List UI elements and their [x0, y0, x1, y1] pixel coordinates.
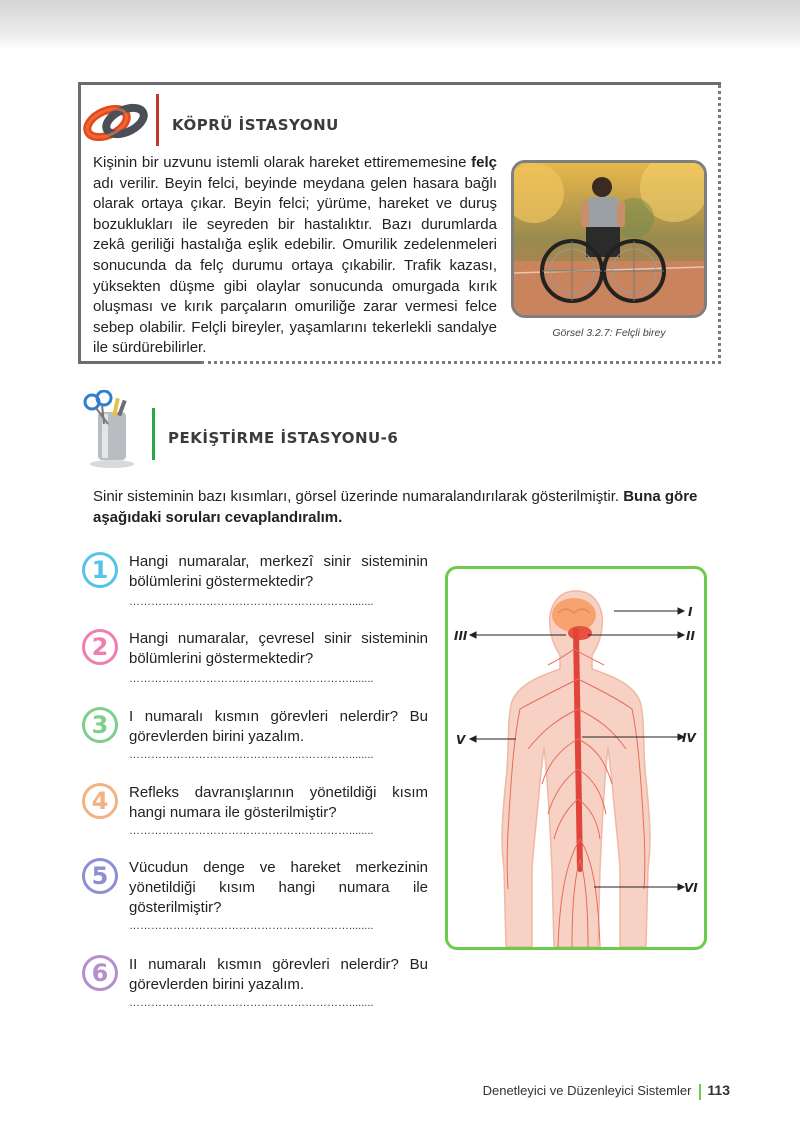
question-text: II numaralı kısmın görevleri nelerdir? Bu görevlerden birini yazalım.: [129, 956, 428, 993]
felc-term: felç: [471, 154, 497, 171]
answer-line[interactable]: ……………………………………………………........: [129, 997, 374, 1009]
title-accent-bar-green: [152, 408, 155, 460]
page-number: 113: [707, 1082, 730, 1098]
question-number-badge: 3: [82, 707, 118, 743]
question-number-badge: 2: [82, 629, 118, 665]
answer-line[interactable]: ……………………………………………………........: [129, 749, 374, 761]
title-accent-bar: [156, 94, 159, 146]
question-text: Hangi numaralar, çevresel sinir sisteminin bölümlerini göstermektedir?: [129, 630, 428, 667]
nervous-system-diagram: [445, 566, 707, 950]
label-IV: IV: [682, 731, 696, 745]
wheelchair-photo: [511, 160, 707, 318]
pekistirme-intro: Sinir sisteminin bazı kısımları, görsel üzerinde numaralandırılarak gösterilmiştir. Buna göre aşağıdaki soruları cevaplandıralım.: [93, 488, 698, 526]
answer-line[interactable]: ……………………………………………………........: [129, 673, 374, 685]
answer-line[interactable]: ……………………………………………………........: [129, 596, 374, 608]
kopru-paragraph: Kişinin bir uzvunu istemli olarak hareket ettirememesine felç adı verilir. Beyin felci, beyinde meydana gelen hasara bağlı olarak ortaya çıkar. Beyin felci; yürüme, hareket ve duruş bozuklukları ile seyreden bir hastalıktır. Bazı durumlarda zekâ geriliği hastalığa eşlik edebilir. Omurilik zedelenmeleri sonucunda da felç durumu ortaya çıkabilir. Trafik kazası, yüksekten düşme gibi olaylar sonucunda omurgada kırık oluşması ve kırık parçaların omuriliğe zarar vermesi felce sebep olabilir. Felçli bireyler, yaşamlarını tekerlekli sandalye ile sürdürebilirler.: [93, 154, 497, 357]
question-text: Vücudun denge ve hareket merkezinin yönetildiği kısım hangi numara ile gösterilmiştir?: [129, 859, 428, 916]
label-I: I: [688, 605, 693, 619]
question-text: Hangi numaralar, merkezî sinir sisteminin bölümlerini göstermektedir?: [129, 553, 428, 590]
question-number-badge: 6: [82, 955, 118, 991]
question-text: Refleks davranışlarının yönetildiği kısım hangi numara ile gösterilmiştir?: [129, 784, 428, 821]
label-VI: VI: [684, 881, 698, 895]
pencil-cup-icon: [82, 390, 138, 470]
answer-line[interactable]: ……………………………………………………........: [129, 920, 374, 932]
footer-divider: [699, 1084, 701, 1100]
question-number-badge: 4: [82, 783, 118, 819]
chain-link-icon: [83, 96, 149, 144]
question-number-badge: 1: [82, 552, 118, 588]
label-II: II: [686, 629, 695, 643]
answer-line[interactable]: ……………………………………………………........: [129, 825, 374, 837]
label-III: III: [454, 629, 468, 643]
label-V: V: [456, 733, 466, 747]
question-number-badge: 5: [82, 858, 118, 894]
wheelchair-person-image: [514, 163, 704, 315]
pekistirme-title: PEKİŞTİRME İSTASYONU-6: [168, 429, 399, 447]
page-top-shade: [0, 0, 800, 50]
kopru-title: KÖPRÜ İSTASYONU: [172, 116, 339, 134]
question-text: I numaralı kısmın görevleri nelerdir? Bu görevlerden birini yazalım.: [129, 708, 428, 745]
chapter-title: Denetleyici ve Düzenleyici Sistemler: [482, 1083, 692, 1098]
human-body-nerves-image: [448, 569, 704, 947]
photo-caption: Görsel 3.2.7: Felçli birey: [552, 327, 666, 339]
page-footer: [0, 1082, 730, 1100]
